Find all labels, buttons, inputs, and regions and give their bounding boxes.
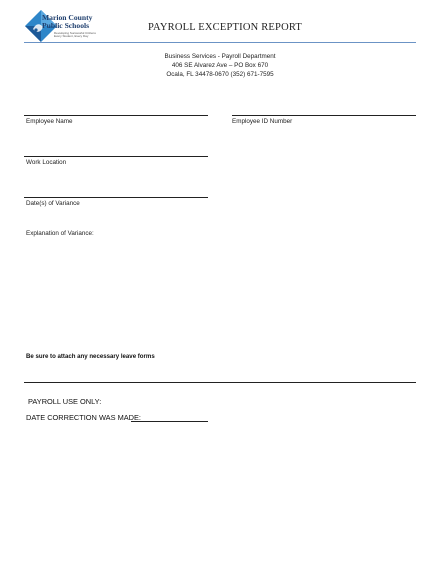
report-title: PAYROLL EXCEPTION REPORT bbox=[147, 22, 303, 33]
logo-wordmark bbox=[42, 14, 92, 31]
logo-tagline-line2: Every Student, Every Day bbox=[54, 34, 89, 39]
work-location-label: Work Location bbox=[26, 159, 67, 166]
address-city-phone: Ocala, FL 34478-0670 (352) 671-7595 bbox=[166, 71, 274, 78]
dates-of-variance-label: Date(s) of Variance bbox=[26, 200, 80, 207]
date-correction-field[interactable] bbox=[131, 421, 208, 422]
date-correction-label: DATE CORRECTION WAS MADE: bbox=[26, 413, 141, 422]
employee-name-field[interactable] bbox=[24, 115, 208, 116]
work-location-field[interactable] bbox=[24, 156, 208, 157]
logo-tagline-line1: Developing Successful Citizens bbox=[54, 31, 96, 35]
employee-id-label: Employee ID Number bbox=[232, 118, 293, 125]
district-logo bbox=[24, 9, 102, 43]
address-street: 406 SE Alvarez Ave – PO Box 670 bbox=[171, 62, 269, 69]
logo-name-line1: Marion County bbox=[42, 13, 93, 22]
employee-id-field[interactable] bbox=[232, 115, 416, 116]
logo-name-line2: Public Schools bbox=[42, 21, 90, 31]
explanation-area[interactable] bbox=[24, 242, 416, 342]
header-divider bbox=[24, 42, 416, 43]
employee-name-label: Employee Name bbox=[26, 118, 73, 125]
attach-leave-forms-note: Be sure to attach any necessary leave forms bbox=[26, 353, 155, 360]
payroll-use-only-label: PAYROLL USE ONLY: bbox=[28, 397, 102, 406]
payroll-section-divider bbox=[24, 382, 416, 383]
address-department: Business Services - Payroll Department bbox=[164, 53, 276, 60]
logo-tagline bbox=[54, 32, 96, 39]
explanation-label: Explanation of Variance: bbox=[26, 230, 94, 237]
dates-of-variance-field[interactable] bbox=[24, 197, 208, 198]
